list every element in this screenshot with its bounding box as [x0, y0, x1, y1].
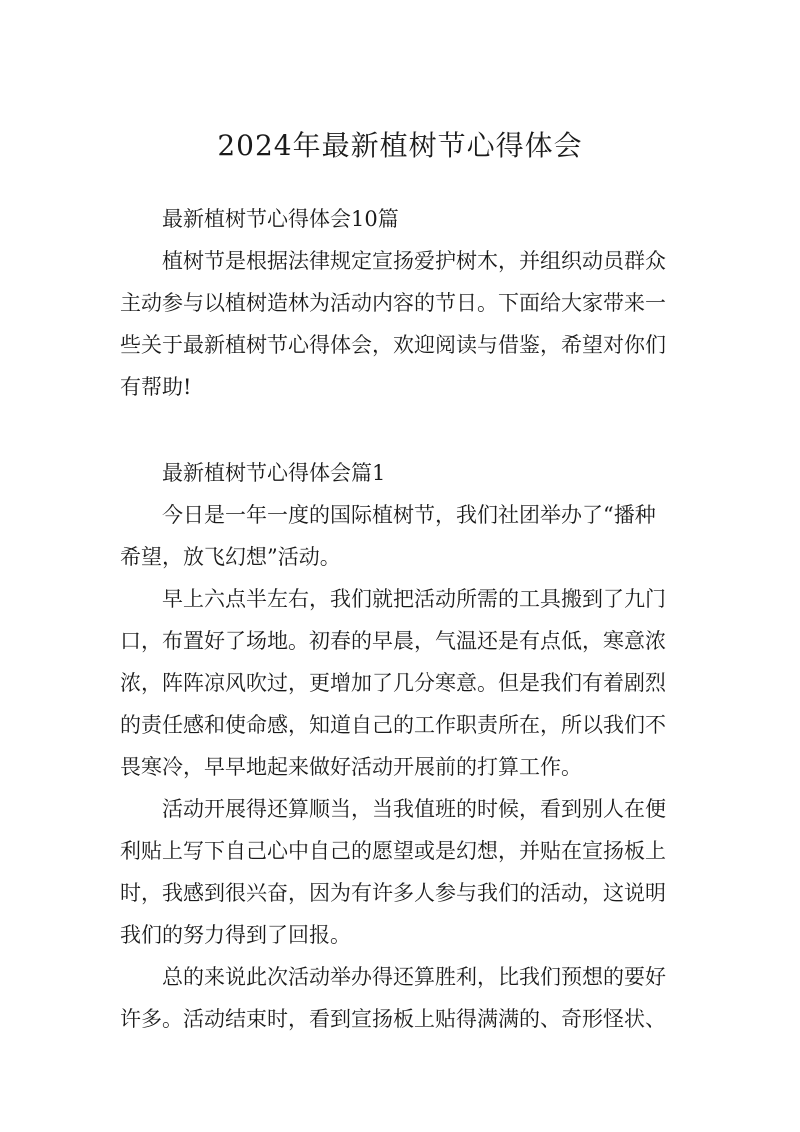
section-heading: 最新植树节心得体会篇1	[162, 461, 386, 485]
paragraph-line: 我们的努力得到了回报。	[120, 923, 351, 947]
paragraph-line: 畏寒冷，早早地起来做好活动开展前的打算工作。	[120, 755, 582, 779]
paragraph-line: 浓，阵阵凉风吹过，更增加了几分寒意。但是我们有着剧烈	[120, 671, 666, 695]
paragraph-line: 主动参与以植树造林为活动内容的节日。下面给大家带来一	[120, 291, 666, 315]
paragraph-line: 利贴上写下自己心中自己的愿望或是幻想，并贴在宣扬板上	[120, 839, 666, 863]
paragraph-4	[120, 956, 685, 1040]
paragraph-1	[120, 494, 685, 578]
paragraph-line: 活动开展得还算顺当，当我值班的时候，看到别人在便	[162, 797, 666, 821]
paragraph-line: 早上六点半左右，我们就把活动所需的工具搬到了九门	[162, 587, 666, 611]
paragraph-line: 植树节是根据法律规定宣扬爱护树木，并组织动员群众	[162, 249, 666, 273]
paragraph-line: 今日是一年一度的国际植树节，我们社团举办了“播种	[162, 503, 656, 527]
paragraph-3	[120, 788, 685, 956]
paragraph-line: 许多。活动结束时，看到宣扬板上贴得满满的、奇形怪状、	[120, 1007, 666, 1031]
document-body	[120, 198, 685, 1040]
paragraph-line: 的责任感和使命感，知道自己的工作职责所在，所以我们不	[120, 713, 666, 737]
paragraph-line: 口，布置好了场地。初春的早晨，气温还是有点低，寒意浓	[120, 629, 666, 653]
section-gap	[120, 408, 685, 452]
paragraph-line: 总的来说此次活动举办得还算胜利，比我们预想的要好	[162, 965, 666, 989]
paragraph-line: 时，我感到很兴奋，因为有许多人参与我们的活动，这说明	[120, 881, 666, 905]
subheading: 最新植树节心得体会10篇	[162, 207, 399, 231]
document-title: 2024年最新植树节心得体会	[217, 129, 583, 162]
paragraph-2	[120, 578, 685, 788]
paragraph-line: 有帮助!	[120, 375, 192, 399]
paragraph-line: 希望，放飞幻想”活动。	[120, 545, 341, 569]
intro-paragraph	[120, 240, 685, 408]
paragraph-line: 些关于最新植树节心得体会，欢迎阅读与借鉴，希望对你们	[120, 333, 666, 357]
